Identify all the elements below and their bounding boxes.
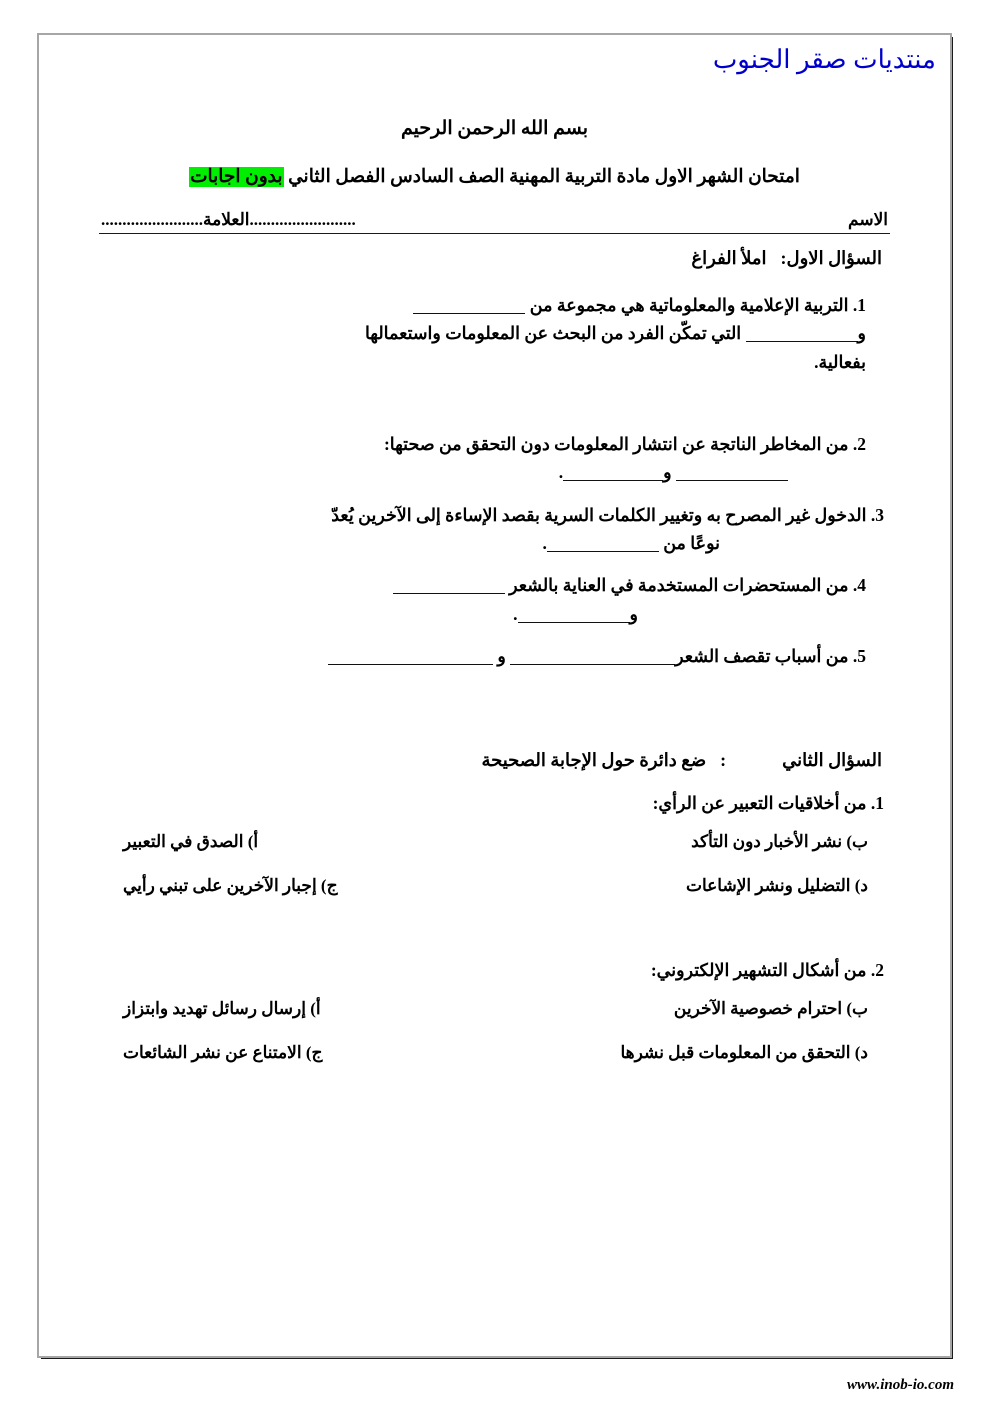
fill-question-3-period: . [542,533,547,554]
document-page-frame [37,33,952,1358]
fill-question-2-text: من المخاطر الناتجة عن انتشار المعلومات دون التحقق من صحتها: [383,434,849,455]
exam-title [97,166,892,188]
mcq-option-1d-text: التضليل ونشر الإشاعات [685,876,851,896]
mcq-option-1c-text: إجبار الآخرين على تبني رأيي [123,876,317,896]
fill-question-4-blank-2[interactable] [518,622,630,623]
fill-question-2-conjunction: و [663,462,672,483]
fill-question-5-blank-1[interactable] [510,664,675,665]
mcq-option-1a[interactable] [123,832,258,852]
fill-question-5-conjunction: و [497,646,506,667]
footer-site-url[interactable]: www.inob-io.com [847,1377,954,1393]
student-info-row [97,210,892,233]
mcq-option-2d-key: د) [854,1043,868,1063]
fill-question-4 [97,571,892,628]
mcq-option-1d-key: د) [854,876,868,896]
header-divider-rule [99,233,890,234]
fill-question-1-blank-1[interactable] [413,313,525,314]
mcq-option-2b-key: ب) [846,999,868,1019]
mcq-option-2c[interactable] [123,1043,322,1063]
mcq-question-1-options-row-1 [123,832,868,852]
mcq-option-2b[interactable] [674,999,868,1019]
section-one-label: السؤال الاول: [780,248,882,268]
fill-question-2-blank-1[interactable] [676,480,788,481]
mcq-question-1-stem [97,793,884,814]
fill-question-3-text: الدخول غير المصرح به وتغيير الكلمات السرية بقصد الإساءة إلى الآخرين يُعدّ [331,504,867,525]
mcq-question-2-stem [97,960,884,981]
grade-dots[interactable]: ........................ [101,210,203,229]
mcq-option-2d[interactable] [621,1043,869,1063]
fill-question-3-number: 3. [870,504,884,525]
name-field-group [848,210,888,230]
mcq-option-1a-text: الصدق في التعبير [123,832,244,852]
mcq-question-2-number: 2. [870,960,884,981]
fill-question-1-text-c: بفعالية. [814,351,866,372]
fill-question-4-conjunction: و [629,603,638,624]
fill-question-5 [97,642,892,670]
fill-question-1-blank-2[interactable] [746,341,858,342]
fill-question-2-period: . [558,462,564,483]
fill-question-1-conjunction: و [857,323,866,344]
fill-question-1 [97,291,892,376]
fill-question-5-number: 5. [852,646,866,667]
section-two-label: السؤال الثاني [782,750,882,771]
section-one-instruction: املأ الفراغ [691,248,767,268]
mcq-option-1a-key: أ) [247,832,259,852]
fill-question-3-text-b: نوعًا من [663,533,720,554]
fill-question-5-blank-2[interactable] [328,664,493,665]
grade-field-group [101,210,356,230]
mcq-question-2-text: من أشكال التشهير الإلكتروني: [650,960,867,981]
mcq-option-2c-text: الامتناع عن نشر الشائعات [123,1043,302,1063]
fill-question-2 [97,430,892,487]
section-one-heading [97,248,882,269]
mcq-option-2b-text: احترام خصوصية الآخرين [673,999,843,1019]
exam-title-highlight-badge: بدون اجابات [190,167,283,187]
name-dots[interactable]: ......................... [249,210,356,229]
fill-question-4-blank-1[interactable] [393,593,505,594]
fill-question-2-blank-2[interactable] [563,480,663,481]
mcq-option-1b[interactable] [691,832,868,852]
name-label: الاسم [848,210,888,229]
fill-question-4-period: . [513,603,518,624]
mcq-question-2-options-row-2 [123,1043,868,1063]
forum-banner-title: منتديات صقر الجنوب [712,45,936,74]
section-two-heading [97,750,882,771]
fill-question-1-text-b: التي تمكّن الفرد من البحث عن المعلومات واستعمالها [364,323,742,344]
fill-question-3 [97,501,892,558]
mcq-option-1c-key: ج) [320,876,338,896]
section-two-instruction: ضع دائرة حول الإجابة الصحيحة [481,750,707,771]
mcq-option-1c[interactable] [123,876,338,896]
mcq-question-1-options-row-2 [123,876,868,896]
document-content [97,117,892,1087]
fill-question-1-number: 1. [852,295,866,315]
mcq-option-2a-key: أ) [310,999,321,1019]
mcq-question-1-text: من أخلاقيات التعبير عن الرأي: [652,793,867,814]
page-footer [0,1376,993,1394]
fill-question-1-text-a: التربية الإعلامية والمعلوماتية هي مجموعة من [529,295,849,315]
fill-question-4-text: من المستحضرات المستخدمة في العناية بالشعر [509,575,849,596]
exam-title-text: امتحان الشهر الاول مادة التربية المهنية الصف السادس الفصل الثاني [283,167,800,187]
mcq-option-2c-key: ج) [305,1043,323,1063]
basmala-line: بسم الله الرحمن الرحيم [400,118,589,139]
mcq-option-2d-text: التحقق من المعلومات قبل نشرها [620,1043,851,1063]
mcq-option-1b-key: ب) [846,832,868,852]
mcq-question-1-number: 1. [870,793,884,814]
mcq-option-2a[interactable] [123,999,321,1019]
fill-question-2-number: 2. [852,434,866,455]
grade-label: العلامة [203,210,250,229]
fill-question-4-number: 4. [852,575,866,596]
mcq-option-2a-text: إرسال رسائل تهديد وابتزاز [123,999,306,1019]
fill-question-5-text: من أسباب تقصف الشعر [675,646,849,667]
fill-question-3-blank-1[interactable] [547,551,659,552]
mcq-option-1d[interactable] [686,876,868,896]
mcq-question-2-options-row-1 [123,999,868,1019]
section-two-colon: : [720,750,727,771]
mcq-option-1b-text: نشر الأخبار دون التأكد [691,832,843,852]
